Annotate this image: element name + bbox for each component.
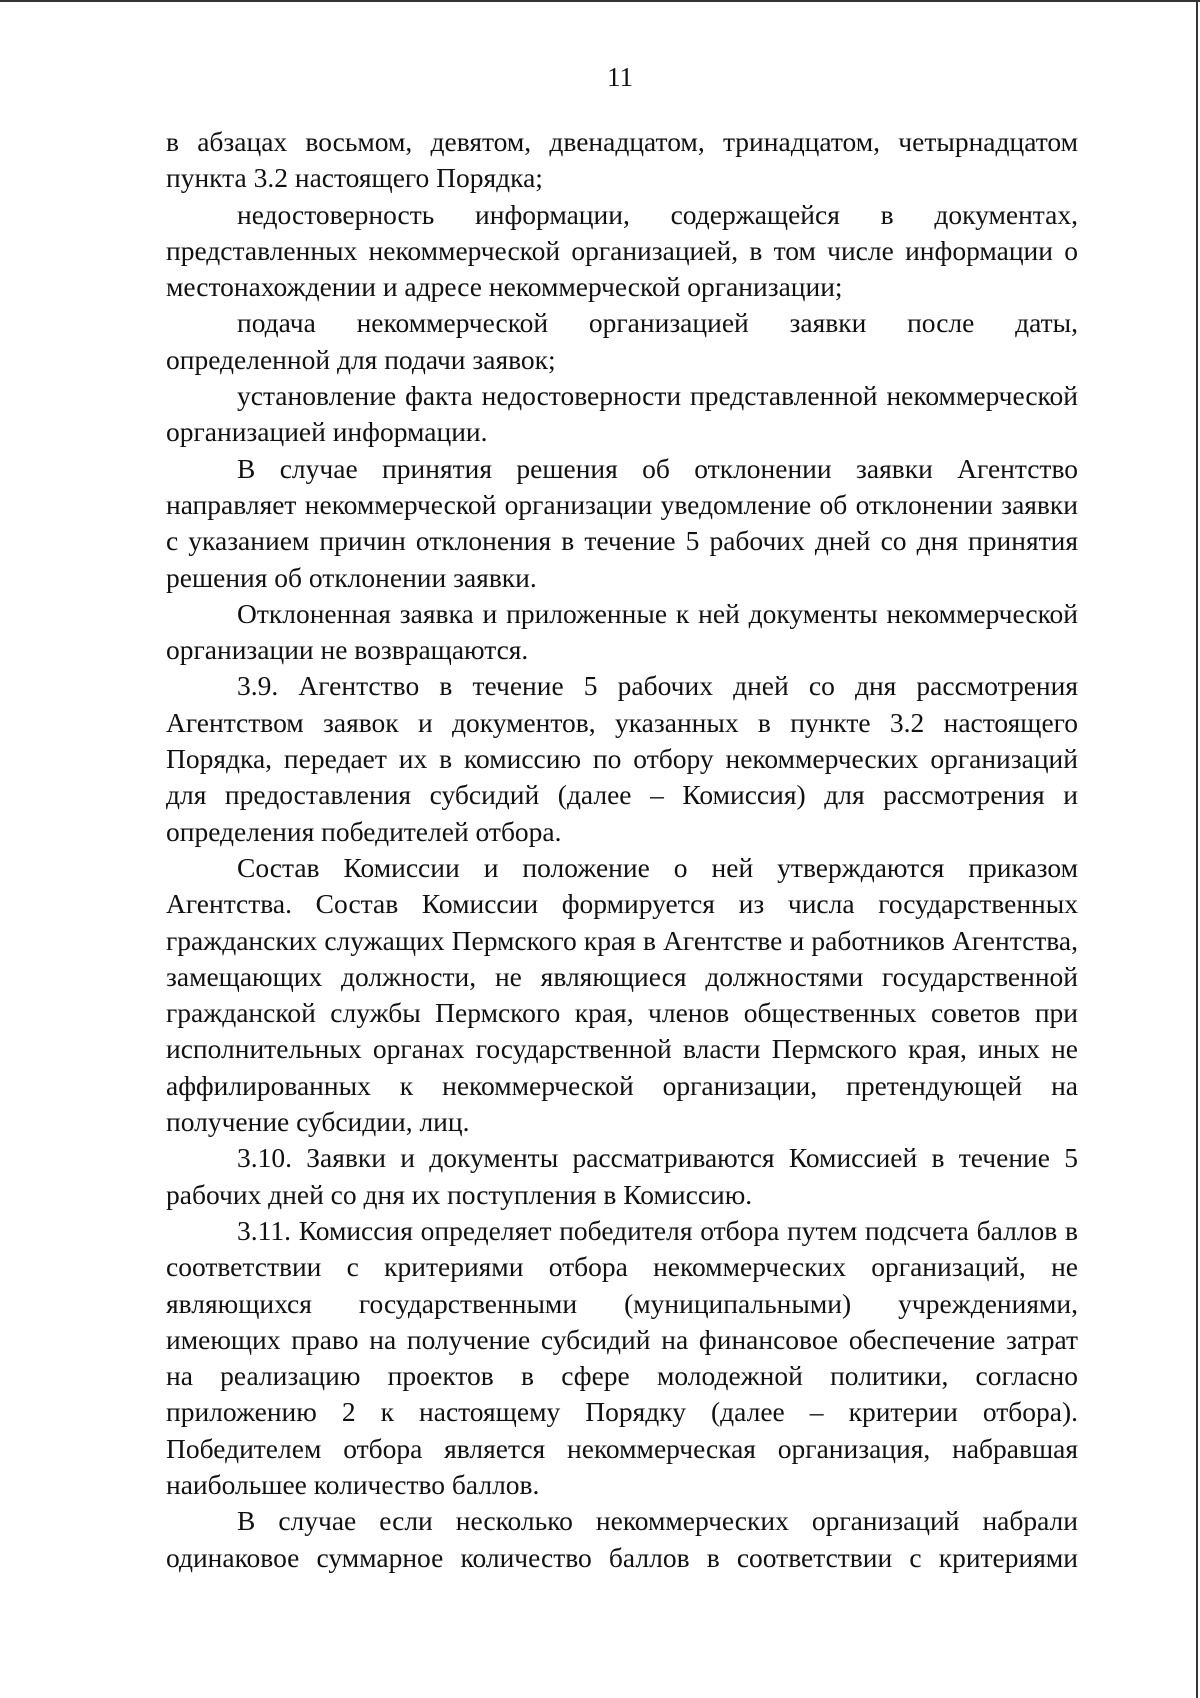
scan-border-top bbox=[0, 0, 1200, 2]
document-body bbox=[166, 124, 1078, 1576]
paragraph: недостоверность информации, содержащейся в документах, представленных некоммерческой организацией, в том числе информации о местонахождении и адресе некоммерческой организации; bbox=[166, 198, 1078, 303]
paragraph: Отклоненная заявка и приложенные к ней документы некоммерческой организации не возвращаются. bbox=[166, 597, 1078, 666]
paragraph: в абзацах восьмом, девятом, двенадцатом, тринадцатом, четырнадцатом пункта 3.2 настоящего Порядка; bbox=[166, 126, 1078, 194]
page-number: 11 bbox=[607, 62, 633, 92]
paragraph: установление факта недостоверности представленной некоммерческой организацией информации. bbox=[166, 380, 1078, 448]
paragraph-3-9: 3.9. Агентство в течение 5 рабочих дней со дня рассмотрения Агентством заявок и документов, указанных в пункте 3.2 настоящего Порядка, передает их в комиссию по отбору некоммерческих организаций для предоставления субсидий (далее – Комиссия) для рассмотрения и определения победителей отбора. bbox=[166, 670, 1078, 847]
paragraph-3-11: 3.11. Комиссия определяет победителя отбора путем подсчета баллов в соответствии с критериями отбора некоммерческих организаций, не являющихся государственными (муниципальными) учреждениями, имеющих право на получение субсидий на финансовое обеспечение затрат на реализацию проектов в сфере молодежной политики, согласно приложению 2 к настоящему Порядку (далее – критерии отбора). Победителем отбора является некоммерческая организация, набравшая наибольшее количество баллов. bbox=[166, 1214, 1078, 1500]
paragraph: Состав Комиссии и положение о ней утверждаются приказом Агентства. Состав Комиссии формируется из числа государственных гражданских служащих Пермского края в Агентстве и работников Агентства, замещающих должности, не являющиеся должностями государственной гражданской службы Пермского края, членов общественных советов при исполнительных органах государственной власти Пермского края, иных не аффилированных к некоммерческой организации, претендующей на получение субсидии, лиц. bbox=[166, 851, 1078, 1138]
paragraph: В случае принятия решения об отклонении заявки Агентство направляет некоммерческой организации уведомление об отклонении заявки с указанием причин отклонения в течение 5 рабочих дней со дня принятия решения об отклонении заявки. bbox=[166, 452, 1078, 593]
paragraph: подача некоммерческой организацией заявки после даты, определенной для подачи заявок; bbox=[166, 307, 1078, 375]
paragraph-continued: В случае если несколько некоммерческих организаций набрали одинаковое суммарное количество баллов в соответствии с критериями bbox=[166, 1505, 1078, 1573]
scan-border-right bbox=[1196, 0, 1198, 1698]
paragraph-3-10: 3.10. Заявки и документы рассматриваются Комиссией в течение 5 рабочих дней со дня их поступления в Комиссию. bbox=[166, 1142, 1078, 1210]
